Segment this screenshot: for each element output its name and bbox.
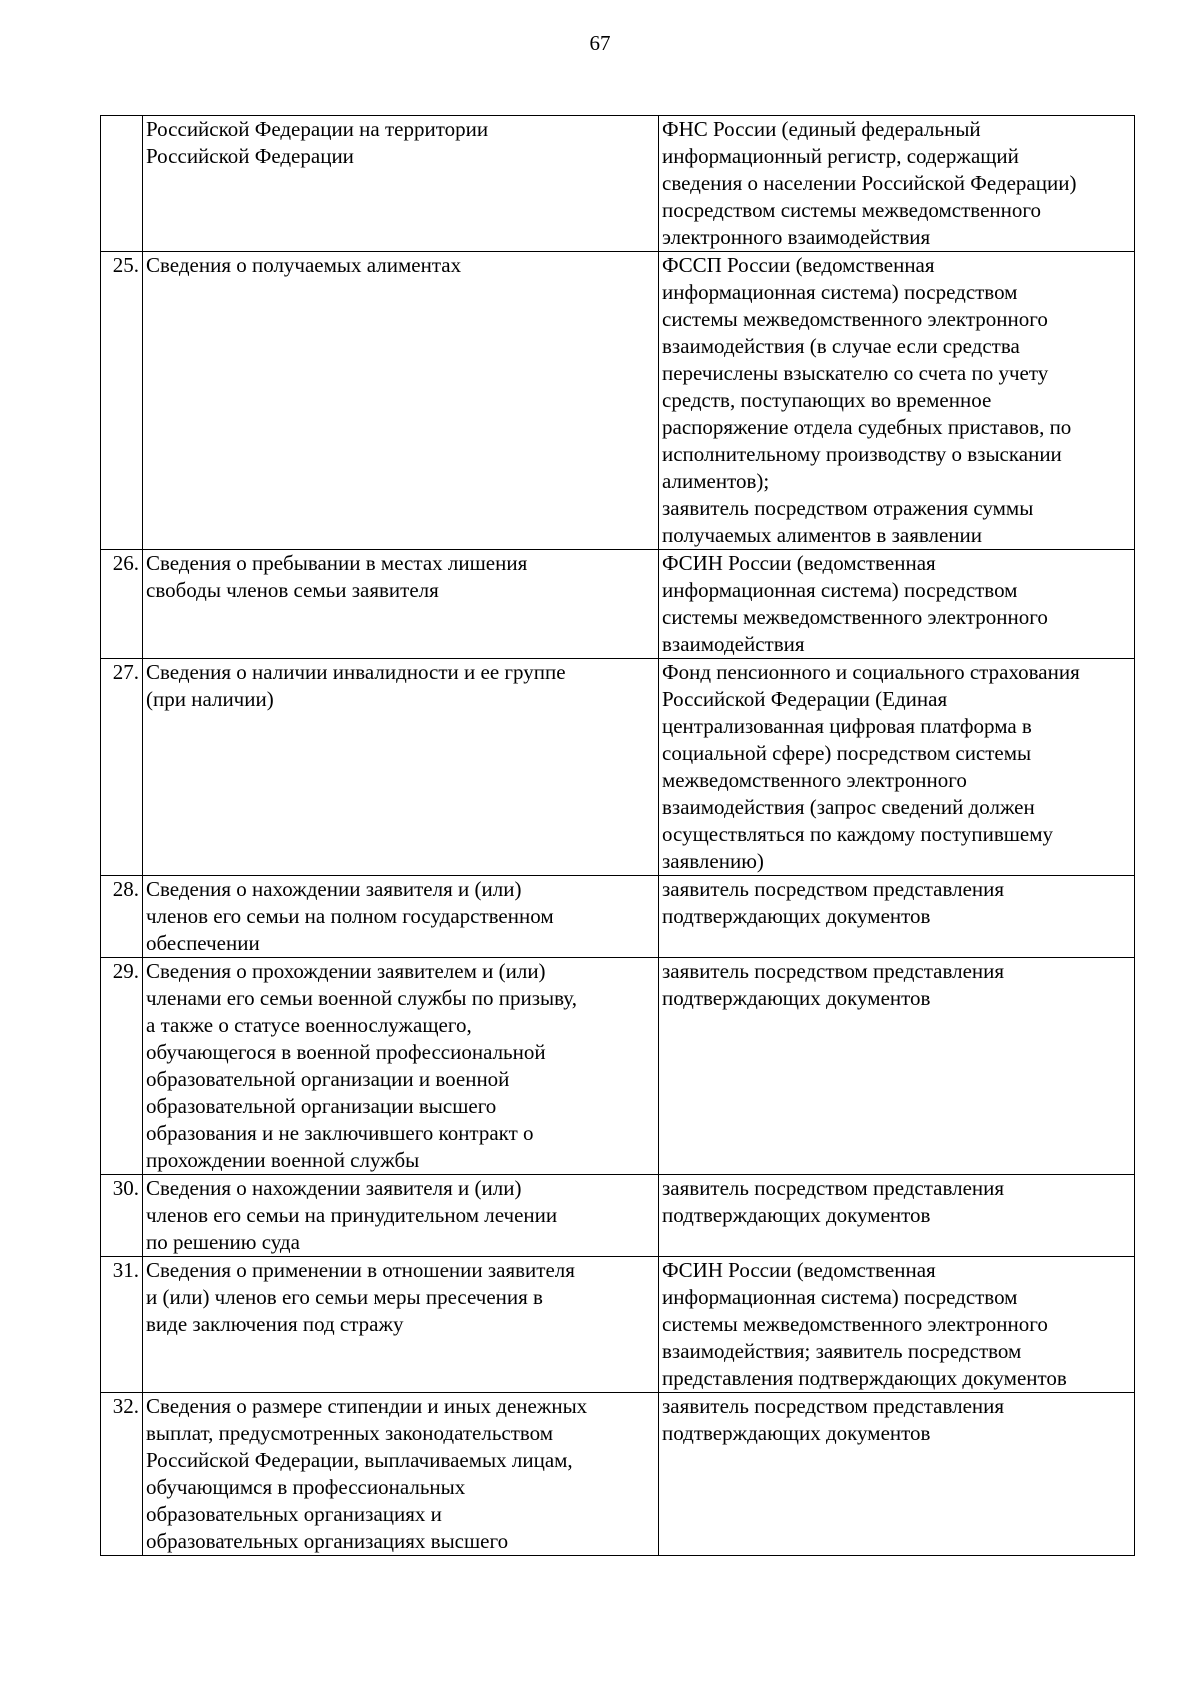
source-cell: заявитель посредством представления подтверждающих документов	[659, 876, 1135, 958]
table-row	[101, 659, 1135, 876]
table-row	[101, 1175, 1135, 1257]
source-cell: заявитель посредством представления подтверждающих документов	[659, 1175, 1135, 1257]
row-number: 31.	[101, 1257, 143, 1393]
row-number: 28.	[101, 876, 143, 958]
table-row	[101, 1393, 1135, 1556]
information-cell: Сведения о применении в отношении заявителя и (или) членов его семьи меры пресечения в виде заключения под стражу	[143, 1257, 659, 1393]
source-cell: ФНС России (единый федеральный информационный регистр, содержащий сведения о населении Российской Федерации) посредством системы межведомственного электронного взаимодействия	[659, 116, 1135, 252]
table-row	[101, 252, 1135, 550]
row-number: 27.	[101, 659, 143, 876]
table-row	[101, 958, 1135, 1175]
row-number	[101, 116, 143, 252]
information-cell: Сведения о наличии инвалидности и ее группе (при наличии)	[143, 659, 659, 876]
row-number: 26.	[101, 550, 143, 659]
row-number: 30.	[101, 1175, 143, 1257]
source-cell: ФСИН России (ведомственная информационная система) посредством системы межведомственного электронного взаимодействия; заявитель посредством представления подтверждающих документов	[659, 1257, 1135, 1393]
source-cell: ФСИН России (ведомственная информационная система) посредством системы межведомственного электронного взаимодействия	[659, 550, 1135, 659]
information-cell: Сведения о размере стипендии и иных денежных выплат, предусмотренных законодательством Российской Федерации, выплачиваемых лицам, обучающимся в профессиональных образовательных организациях и образовательных организациях высшего	[143, 1393, 659, 1556]
source-cell: заявитель посредством представления подтверждающих документов	[659, 1393, 1135, 1556]
information-sources-table	[100, 115, 1135, 1556]
information-cell: Сведения о нахождении заявителя и (или) членов его семьи на полном государственном обеспечении	[143, 876, 659, 958]
information-cell: Российской Федерации на территории Российской Федерации	[143, 116, 659, 252]
page-number: 67	[589, 31, 611, 55]
table-row	[101, 550, 1135, 659]
information-cell: Сведения о пребывании в местах лишения свободы членов семьи заявителя	[143, 550, 659, 659]
information-cell: Сведения о получаемых алиментах	[143, 252, 659, 550]
table-row	[101, 1257, 1135, 1393]
source-cell: заявитель посредством представления подтверждающих документов	[659, 958, 1135, 1175]
table-row	[101, 116, 1135, 252]
source-cell: Фонд пенсионного и социального страхования Российской Федерации (Единая централизованная цифровая платформа в социальной сфере) посредством системы межведомственного электронного взаимодействия (запрос сведений должен осуществляться по каждому поступившему заявлению)	[659, 659, 1135, 876]
table-row	[101, 876, 1135, 958]
row-number: 25.	[101, 252, 143, 550]
row-number: 29.	[101, 958, 143, 1175]
information-cell: Сведения о нахождении заявителя и (или) членов его семьи на принудительном лечении по решению суда	[143, 1175, 659, 1257]
source-cell: ФССП России (ведомственная информационная система) посредством системы межведомственного электронного взаимодействия (в случае если средства перечислены взыскателю со счета по учету средств, поступающих во временное распоряжение отдела судебных приставов, по исполнительному производству о взыскании алиментов); заявитель посредством отражения суммы получаемых алиментов в заявлении	[659, 252, 1135, 550]
row-number: 32.	[101, 1393, 143, 1556]
information-cell: Сведения о прохождении заявителем и (или) членами его семьи военной службы по призыву, а также о статусе военнослужащего, обучающегося в военной профессиональной образовательной организации и военной образовательной организации высшего образования и не заключившего контракт о прохождении военной службы	[143, 958, 659, 1175]
